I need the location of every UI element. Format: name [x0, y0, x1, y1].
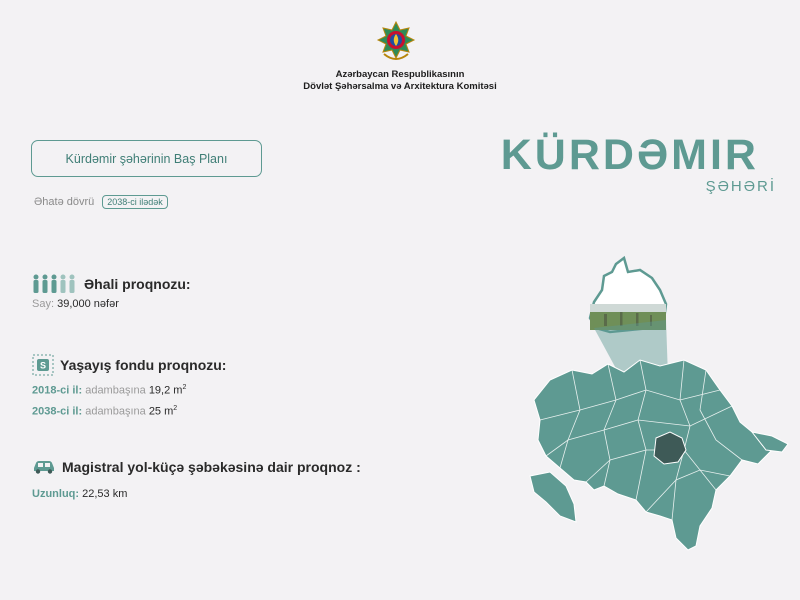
housing-title: Yaşayış fondu proqnozu: [60, 357, 227, 373]
population-title: Əhali proqnozu: [84, 276, 191, 292]
housing-row-unit-sup: 2 [173, 405, 178, 412]
housing-row-year: 2038-ci il: [32, 405, 83, 418]
period-badge: 2038-ci ilədək [102, 195, 168, 209]
roads-length-label: Uzunluq: [32, 488, 80, 500]
housing-section-title [32, 354, 226, 376]
period-label: Əhatə dövrü [34, 196, 95, 208]
car-icon [32, 460, 56, 474]
housing-row-2038 [32, 405, 177, 418]
housing-row-2018 [32, 384, 186, 397]
roads-length-value: 22,53 km [82, 488, 128, 500]
city-title: KÜRDƏMIR [500, 131, 759, 179]
country-shape [534, 360, 772, 550]
housing-icon [32, 354, 54, 376]
housing-row-label: adambaşına [85, 384, 146, 397]
roads-section-title [32, 459, 361, 475]
nakhchivan-shape [530, 472, 576, 522]
population-count-value: 39,000 nəfər [57, 298, 119, 310]
azerbaijan-map [520, 250, 800, 560]
housing-row-unit-sup: 2 [182, 384, 187, 391]
city-subtitle: ŞƏHƏRİ [705, 178, 776, 195]
housing-row-value: 25 m [148, 405, 174, 418]
people-icon [32, 274, 78, 294]
roads-length [32, 488, 127, 500]
state-emblem-icon [376, 20, 416, 64]
master-plan-button[interactable]: Kürdəmir şəhərinin Baş Planı [31, 140, 262, 177]
svg-text:S: S [39, 360, 47, 371]
org-name [250, 69, 550, 93]
roads-title: Magistral yol-küçə şəbəkəsinə dair proqnoz : [62, 459, 361, 475]
population-count-label: Say: [32, 298, 55, 310]
population-section-title [32, 274, 191, 294]
housing-row-value: 19,2 m [148, 384, 183, 397]
coverage-period [34, 195, 168, 209]
org-name-line2: Dövlət Şəhərsalma və Arxitektura Komitəsi [303, 81, 497, 92]
population-count [32, 298, 119, 310]
housing-row-label: adambaşına [85, 405, 146, 418]
org-name-line1: Azərbaycan Respublikasının [335, 69, 465, 80]
housing-row-year: 2018-ci il: [32, 384, 83, 397]
